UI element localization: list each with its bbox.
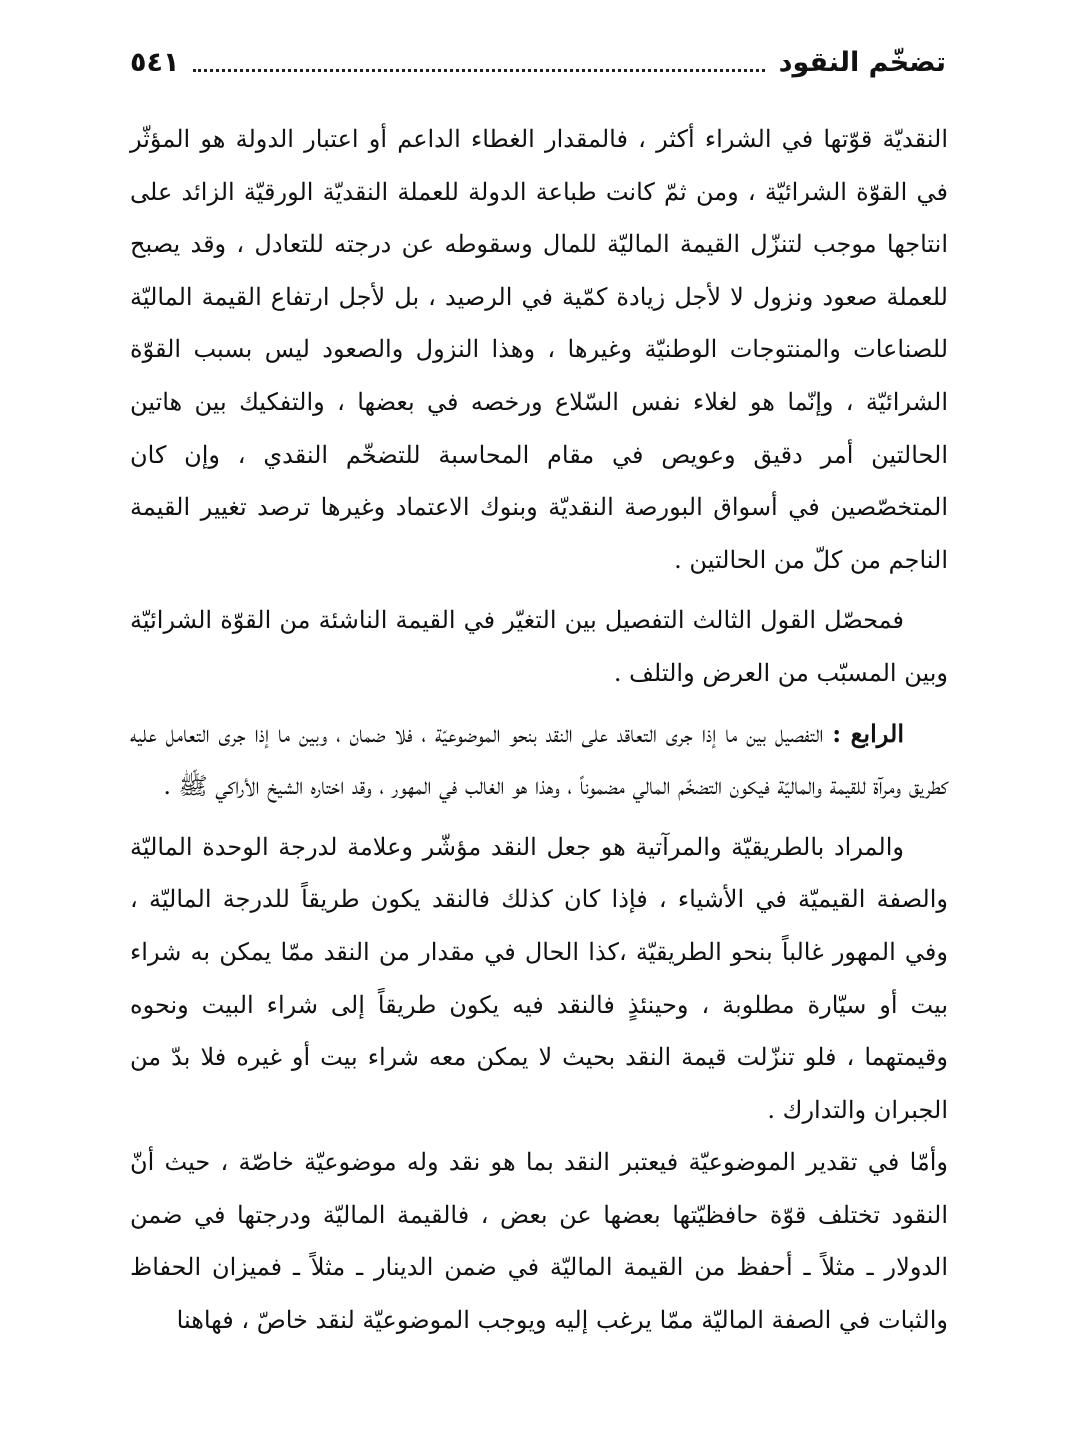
- body-text: [130, 113, 948, 1347]
- paragraph-text: التفصيل بين ما إذا جرى التعاقد على النقد بنحو الموضوعيّة ، فلا ضمان ، وبين ما إذا جرى التعامل عليه كطريق ومرآة للقيمة والماليّة فيكون التضخّم المالي مضموناً ، وهذا هو الغالب في المهور ، وقد اختاره الشيخ الأراكي ﷺ .: [130, 719, 948, 801]
- paragraph-3: [130, 708, 948, 813]
- running-header: [130, 40, 946, 84]
- paragraph-1: [130, 113, 948, 586]
- paragraph-2: [130, 594, 948, 699]
- chapter-title: تضخّم النقود: [778, 46, 946, 78]
- paragraph-text: النقديّة قوّتها في الشراء أكثر ، فالمقدار الغطاء الداعم أو اعتبار الدولة هو المؤثّر في القوّة الشرائيّة ، ومن ثمّ كانت طباعة الدولة للعملة النقديّة الورقيّة الزائد على انتاجها موجب لتنزّل القيمة الماليّة للمال وسقوطه عن درجته للتعادل ، وقد يصبح للعملة صعود ونزول لا لأجل زيادة كمّية في الرصيد ، بل لأجل ارتفاع القيمة الماليّة للصناعات والمنتوجات الوطنيّة وغيرها ، وهذا النزول والصعود ليس بسبب القوّة الشرائيّة ، وإنّما هو لغلاء نفس السّلاع ورخصه في بعضها ، والتفكيك بين هاتين الحالتين أمر دقيق وعويص في مقام المحاسبة للتضخّم النقدي ، وإن كان المتخصّصين في أسواق البورصة النقديّة وبنوك الاعتماد وغيرها ترصد تغيير القيمة الناجم من كلّ من الحالتين .: [130, 125, 948, 574]
- paragraph-text: والمراد بالطريقيّة والمرآتية هو جعل النقد مؤشّر وعلامة لدرجة الوحدة الماليّة والصفة القيميّة في الأشياء ، فإذا كان كذلك فالنقد يكون طريقاً للدرجة الماليّة ، وفي المهور غالباً بنحو الطريقيّة ،كذا الحال في مقدار من النقد ممّا يمكن به شراء بيت أو سيّارة مطلوبة ، وحينئذٍ فالنقد فيه يكون طريقاً إلى شراء البيت ونحوه وقيمتهما ، فلو تنزّلت قيمة النقد بحيث لا يمكن معه شراء بيت أو غيره فلا بدّ من الجبران والتدارك .: [130, 832, 949, 1124]
- paragraph-text: وأمّا في تقدير الموضوعيّة فيعتبر النقد بما هو نقد وله موضوعيّة خاصّة ، حيث أنّ النقود تختلف قوّة حافظيّتها بعضها عن بعض ، فالقيمة الماليّة ودرجتها في ضمن الدولار ـ مثلاً ـ أحفظ من القيمة الماليّة في ضمن الدينار ـ مثلاً ـ فميزان الحفاظ والثبات في الصفة الماليّة ممّا يرغب إليه ويوجب الموضوعيّة لنقد خاصّ ، فهاهنا: [130, 1148, 949, 1335]
- paragraph-lead-heading: الرابع :: [832, 718, 904, 748]
- page-number: ٥٤١: [130, 46, 180, 78]
- header-dotted-leader: [193, 69, 764, 72]
- paragraph-4: [130, 821, 948, 1137]
- paragraph-text: فمحصّل القول الثالث التفصيل بين التغيّر في القيمة الناشئة من القوّة الشرائيّة وبين المسبّب من العرض والتلف .: [130, 606, 948, 687]
- paragraph-5: [130, 1136, 948, 1346]
